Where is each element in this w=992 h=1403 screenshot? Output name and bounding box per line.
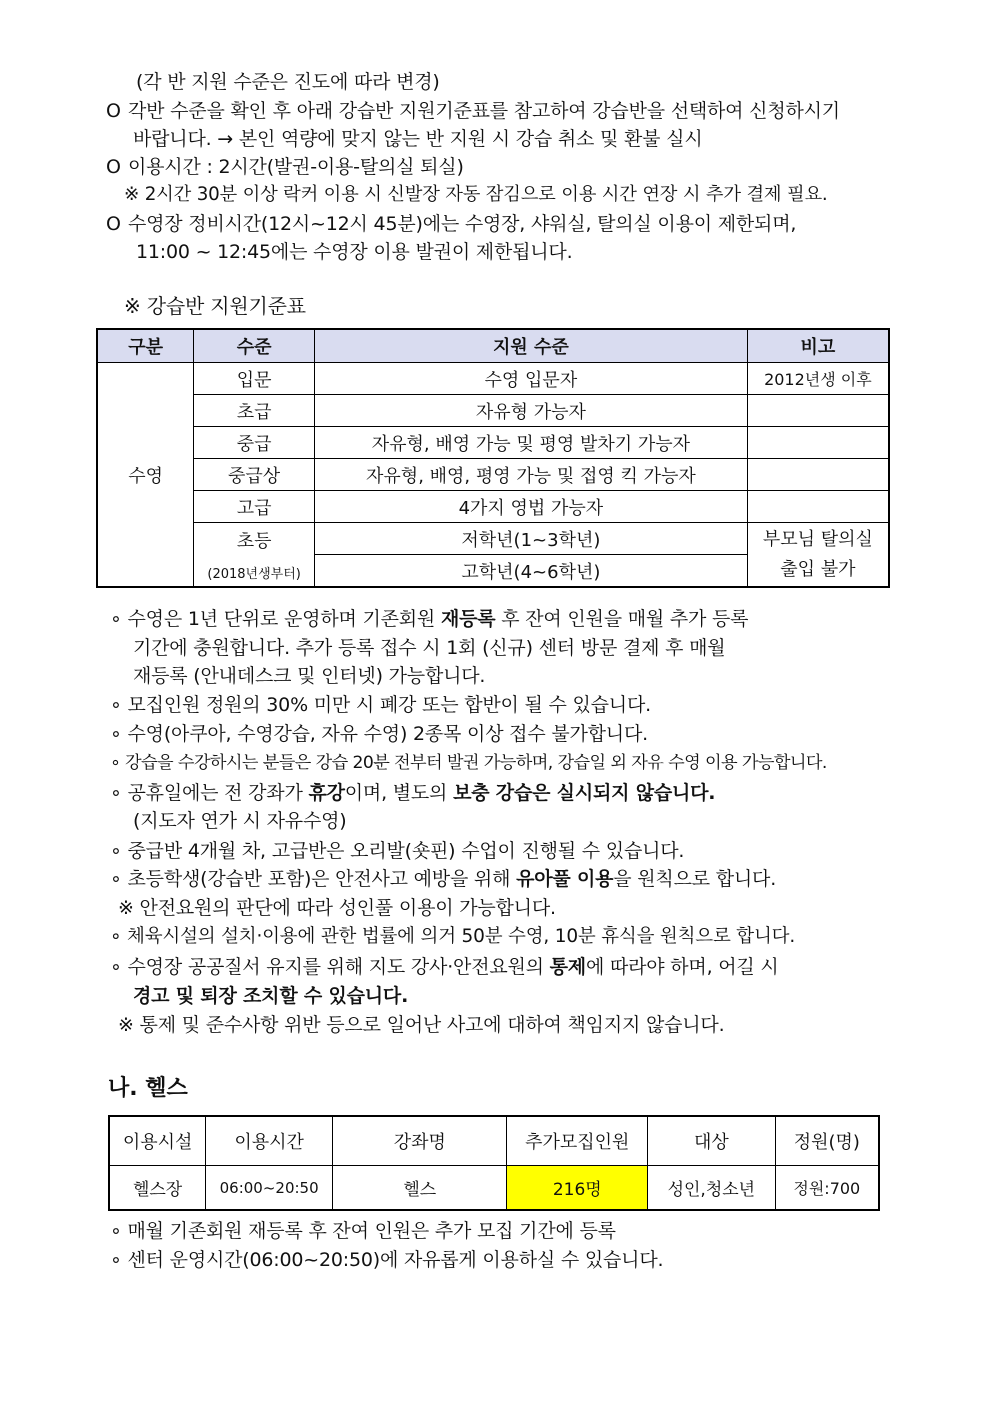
rule-10: ∘ 수영장 공공질서 유지를 위해 지도 강사·안전요원의 통제에 따라야 하며, 어길 시 [110, 956, 779, 978]
elementary-note-cell [747, 523, 889, 588]
level-cell: 중급 [194, 427, 315, 459]
header-capacity: 정원(명) [775, 1116, 879, 1166]
rule-5: ∘ 공휴일에는 전 강좌가 휴강이며, 별도의 보충 강습은 실시되지 않습니다. [110, 782, 716, 804]
note-cell [747, 491, 889, 523]
note-progress: (각 반 지원 수준은 진도에 따라 변경) [136, 71, 440, 93]
note-maintenance-cont: 11:00 ~ 12:45에는 수영장 이용 발권이 제한됩니다. [136, 241, 573, 263]
hours-cell: 06:00~20:50 [206, 1166, 333, 1211]
header-course: 강좌명 [333, 1116, 507, 1166]
elementary-note-line1: 부모님 탈의실 [762, 528, 873, 550]
header-target: 대상 [648, 1116, 776, 1166]
rule-1-cont2: 재등록 (안내데스크 및 인터넷) 가능합니다. [133, 665, 486, 687]
table-row [97, 363, 889, 395]
elementary-level-sub: (2018년생부터) [207, 567, 301, 582]
note-level-check: O 각반 수준을 확인 후 아래 강습반 지원기준표를 참고하여 강습반을 선택하여 신청하시기 [106, 100, 840, 122]
additional-cell: 216명 [507, 1166, 648, 1211]
health-note-1: ∘ 매월 기존회원 재등록 후 잔여 인원은 추가 모집 기간에 등록 [110, 1220, 616, 1242]
level-cell: 초급 [194, 395, 315, 427]
elementary-level-label: 초등 [236, 531, 272, 552]
header-additional: 추가모집인원 [507, 1116, 648, 1166]
note-usage-time: O 이용시간 : 2시간(발권-이용-탈의실 퇴실) [106, 156, 464, 178]
rule-1: ∘ 수영은 1년 단위로 운영하며 기존회원 재등록 후 잔여 인원을 매월 추가 등록 [110, 608, 749, 630]
header-support: 지원 수준 [314, 329, 747, 363]
header-hours: 이용시간 [206, 1116, 333, 1166]
note-cell [747, 427, 889, 459]
table-row [97, 395, 889, 427]
facility-cell: 헬스장 [109, 1166, 206, 1211]
rule-8: ※ 안전요원의 판단에 따라 성인풀 이용이 가능합니다. [118, 897, 556, 919]
support-table-title: ※ 강습반 지원기준표 [124, 294, 306, 318]
table-row [97, 427, 889, 459]
note-cell [747, 395, 889, 427]
table-row [97, 523, 889, 555]
note-cell [747, 459, 889, 491]
support-cell: 자유형 가능자 [314, 395, 747, 427]
level-cell: 고급 [194, 491, 315, 523]
circle-bullet-icon: O [106, 100, 121, 122]
rule-6: ∘ 중급반 4개월 차, 고급반은 오리발(숏핀) 수업이 진행될 수 있습니다. [110, 840, 685, 862]
header-facility: 이용시설 [109, 1116, 206, 1166]
support-cell: 자유형, 배영, 평영 가능 및 접영 킥 가능자 [314, 459, 747, 491]
header-note: 비고 [747, 329, 889, 363]
rule-9: ∘ 체육시설의 설치·이용에 관한 법률에 의거 50분 수영, 10분 휴식을 원칙으로 합니다. [110, 926, 795, 947]
rule-3: ∘ 수영(아쿠아, 수영강습, 자유 수영) 2종목 이상 접수 불가합니다. [110, 723, 648, 745]
rule-2: ∘ 모집인원 정원의 30% 미만 시 폐강 또는 합반이 될 수 있습니다. [110, 694, 651, 716]
health-note-2: ∘ 센터 운영시간(06:00~20:50)에 자유롭게 이용하실 수 있습니다. [110, 1249, 664, 1271]
support-cell: 4가지 영법 가능자 [314, 491, 747, 523]
level-cell: 입문 [194, 363, 315, 395]
category-cell: 수영 [97, 363, 194, 588]
elementary-note-line2: 출입 불가 [780, 558, 856, 580]
support-cell: 자유형, 배영 가능 및 평영 발차기 가능자 [314, 427, 747, 459]
rule-5-cont: (지도자 연가 시 자유수영) [133, 810, 347, 832]
support-cell-low: 저학년(1~3학년) [314, 523, 747, 555]
health-table-header [109, 1116, 879, 1166]
level-cell: 중급상 [194, 459, 315, 491]
table-row [109, 1166, 879, 1211]
target-cell: 성인,청소년 [648, 1166, 776, 1211]
capacity-cell: 정원:700 [775, 1166, 879, 1211]
elementary-level-cell [194, 523, 315, 588]
support-cell-high: 고학년(4~6학년) [314, 555, 747, 588]
rule-1-cont1: 기간에 충원합니다. 추가 등록 접수 시 1회 (신규) 센터 방문 결제 후 매월 [133, 637, 726, 659]
circle-bullet-icon: O [106, 213, 121, 235]
table-row [97, 459, 889, 491]
course-cell: 헬스 [333, 1166, 507, 1211]
support-table [96, 328, 890, 588]
rule-10-cont: 경고 및 퇴장 조치할 수 있습니다. [133, 985, 409, 1007]
rule-4: ∘ 강습을 수강하시는 분들은 강습 20분 전부터 발권 가능하며, 강습일 외 자유 수영 이용 가능합니다. [110, 753, 827, 773]
note-level-check-cont: 바랍니다. → 본인 역량에 맞지 않는 반 지원 시 강습 취소 및 환불 실시 [133, 128, 703, 150]
health-heading: 나. 헬스 [108, 1076, 188, 1101]
note-cell: 2012년생 이후 [747, 363, 889, 395]
support-table-header [97, 329, 889, 363]
header-category: 구분 [97, 329, 194, 363]
health-table [108, 1115, 880, 1211]
rule-7: ∘ 초등학생(강습반 포함)은 안전사고 예방을 위해 유아풀 이용을 원칙으로 합니다. [110, 868, 777, 890]
table-row [97, 491, 889, 523]
circle-bullet-icon: O [106, 156, 121, 178]
header-level: 수준 [194, 329, 315, 363]
note-locker: ※ 2시간 30분 이상 락커 이용 시 신발장 자동 잠김으로 이용 시간 연장 시 추가 결제 필요. [124, 184, 828, 205]
rule-11: ※ 통제 및 준수사항 위반 등으로 일어난 사고에 대하여 책임지지 않습니다. [118, 1014, 725, 1036]
support-cell: 수영 입문자 [314, 363, 747, 395]
note-maintenance: O 수영장 정비시간(12시~12시 45분)에는 수영장, 샤워실, 탈의실 이용이 제한되며, [106, 213, 797, 235]
